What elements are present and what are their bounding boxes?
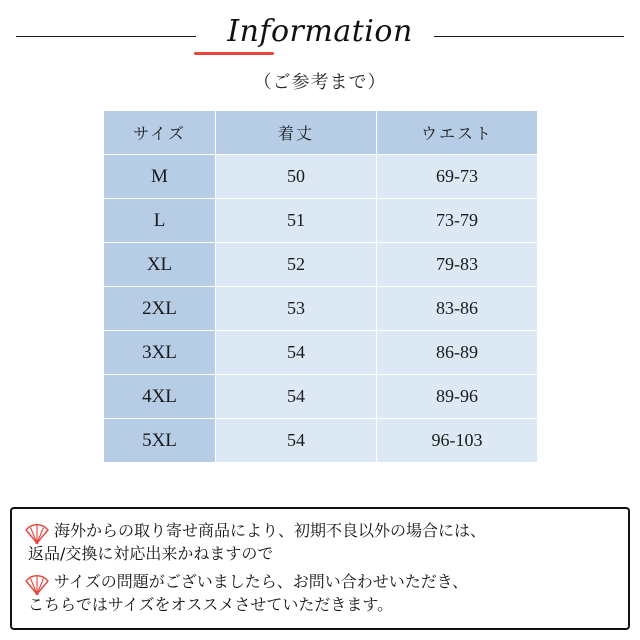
cell-length: 54 xyxy=(216,331,377,375)
notice-text xyxy=(28,570,469,616)
cell-length: 50 xyxy=(216,155,377,199)
cell-waist: 73-79 xyxy=(377,199,538,243)
cell-size: 2XL xyxy=(104,287,216,331)
cell-waist: 96-103 xyxy=(377,419,538,463)
cell-waist: 89-96 xyxy=(377,375,538,419)
cell-size: 5XL xyxy=(104,419,216,463)
table-row xyxy=(104,199,538,243)
cell-length: 51 xyxy=(216,199,377,243)
header-rule-left xyxy=(16,36,196,37)
notice-line-1: 海外からの取り寄せ商品により、初期不良以外の場合には、 xyxy=(54,521,487,541)
column-header-waist: ウエスト xyxy=(377,111,538,155)
table-row xyxy=(104,287,538,331)
column-header-size: サイズ xyxy=(104,111,216,155)
cell-size: 4XL xyxy=(104,375,216,419)
table-header-row xyxy=(104,111,538,155)
cell-waist: 83-86 xyxy=(377,287,538,331)
notice-item xyxy=(24,519,616,565)
size-table-wrapper xyxy=(103,110,537,463)
size-table xyxy=(103,110,538,463)
notice-box xyxy=(10,507,630,630)
notice-line-1: サイズの問題がございましたら、お問い合わせいただき、 xyxy=(54,571,469,591)
page-header xyxy=(0,0,640,62)
cell-length: 53 xyxy=(216,287,377,331)
table-row xyxy=(104,419,538,463)
cell-waist: 79-83 xyxy=(377,243,538,287)
page-title: Information xyxy=(217,17,423,47)
notice-line-2: 返品/交換に対応出来かねますので xyxy=(28,544,274,564)
cell-size: 3XL xyxy=(104,331,216,375)
cell-size: XL xyxy=(104,243,216,287)
table-row xyxy=(104,243,538,287)
page-subtitle: （ご参考まで） xyxy=(253,72,387,93)
folding-fan-icon xyxy=(24,522,50,544)
notice-item xyxy=(24,570,616,616)
column-header-length: 着丈 xyxy=(216,111,377,155)
notice-text xyxy=(28,519,487,565)
folding-fan-icon xyxy=(24,573,50,595)
notice-line-2: こちらではサイズをオススメさせていただきます。 xyxy=(28,594,394,614)
table-row xyxy=(104,155,538,199)
cell-size: L xyxy=(104,199,216,243)
cell-length: 54 xyxy=(216,419,377,463)
cell-waist: 69-73 xyxy=(377,155,538,199)
header-rule-right xyxy=(434,36,624,37)
cell-length: 52 xyxy=(216,243,377,287)
cell-length: 54 xyxy=(216,375,377,419)
title-underline-accent xyxy=(194,52,274,55)
cell-size: M xyxy=(104,155,216,199)
table-row xyxy=(104,375,538,419)
cell-waist: 86-89 xyxy=(377,331,538,375)
table-row xyxy=(104,331,538,375)
